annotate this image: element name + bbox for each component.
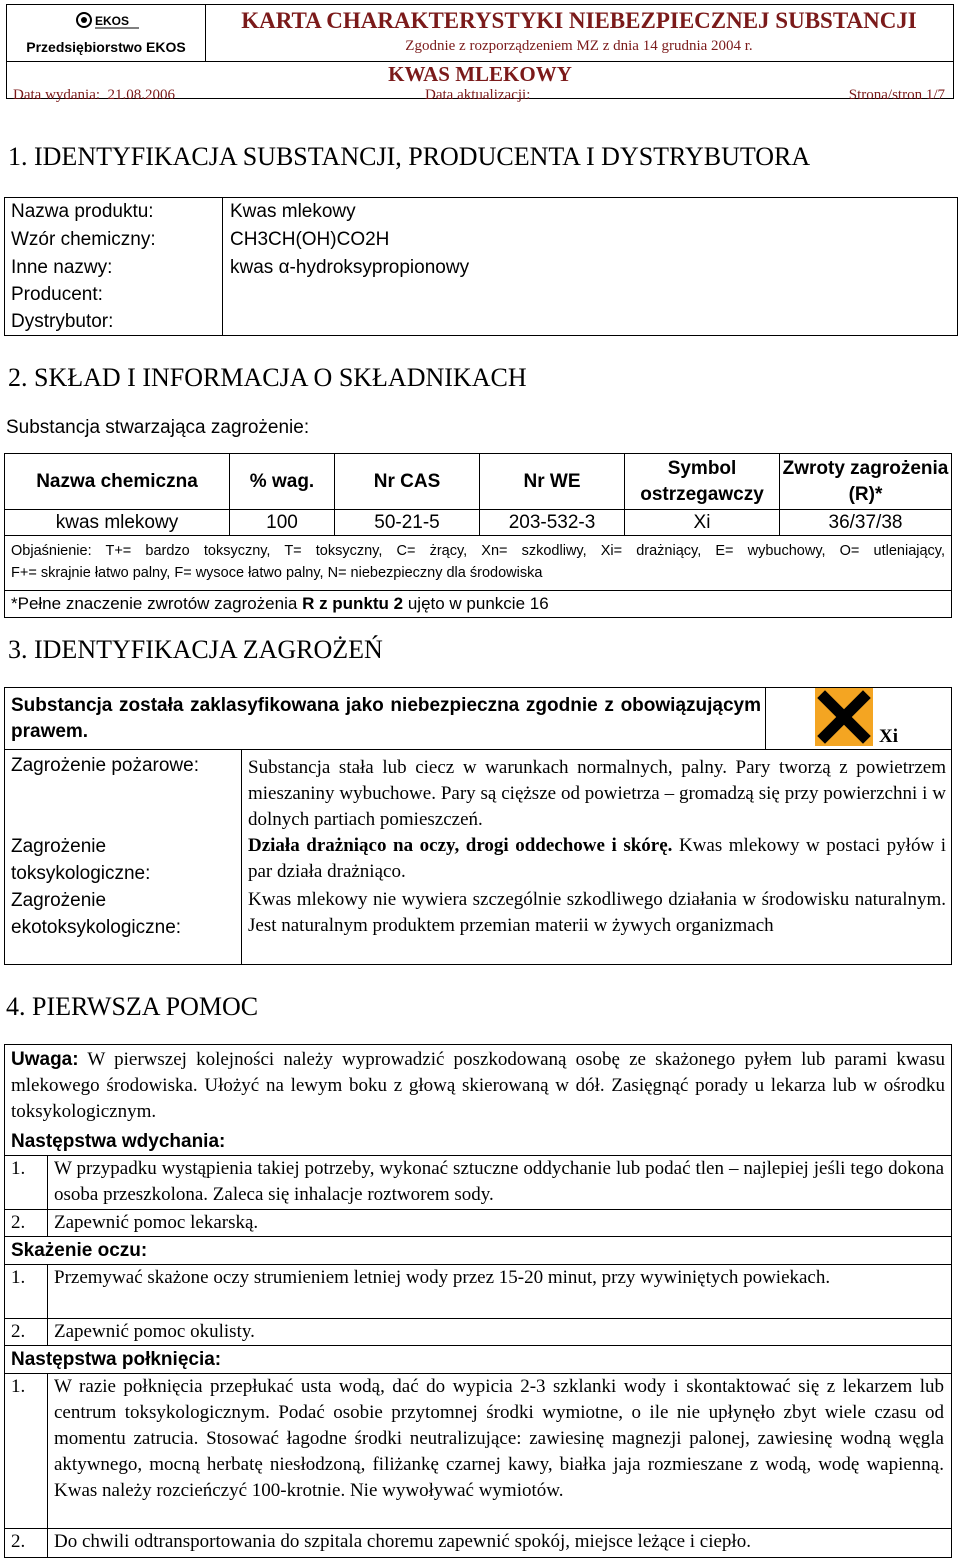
- number-divider: [47, 1155, 48, 1209]
- value-other-names: kwas α-hydroksypropionowy: [230, 257, 470, 278]
- cell-chemical-name: kwas mlekowy: [5, 510, 230, 536]
- first-aid-warning: [11, 1047, 945, 1125]
- section2-subtitle: Substancja stwarzająca zagrożenie:: [6, 417, 310, 438]
- item-text: W razie połknięcia przepłukać usta wodą, dać do wypicia 2-3 szklanki wody i skontaktować się z lekarzem lub centrum toksykologicznym. Podać osobie przytomnej środki wymiotne, o ile nie upłynęło zbyt wiele czasu od momentu zatrucia. Stosować łagodne środki neutralizujące: zawiesinę magnezji palonej, zawiesinę wodną węgla aktywnego, mocną herbatę niesłodzoną, filiżankę czarnej kawy, białka jaja rozmieszane z wodą, wodę wapienną. Kwas należy rozcieńczyć 100-krotnie. Nie wywoływać wymiotów.: [54, 1376, 944, 1501]
- col-header-r-phrases: Zwroty zagrożenia (R)*: [780, 454, 952, 510]
- update-date: Data aktualizacji:: [425, 87, 531, 103]
- table-row: [5, 510, 952, 536]
- xi-hazard-symbol: [815, 688, 873, 746]
- document-title: KARTA CHARAKTERYSTYKI NIEBEZPIECZNEJ SUBSTANCJI: [241, 8, 917, 33]
- item-text: W przypadku wystąpienia takiej potrzeby, wykonać sztuczne oddychanie lub podać tlen – najlepiej jeśli tego dokona osoba przeszkolona. Zaleca się inhalacje roztworem sody.: [54, 1158, 944, 1205]
- value-product-name: Kwas mlekowy: [230, 201, 356, 222]
- cell-r-phrases: 36/37/38: [780, 510, 952, 536]
- list-item: [5, 1264, 951, 1318]
- list-item: [5, 1528, 951, 1557]
- identification-labels: [5, 198, 223, 335]
- col-header-cas: Nr CAS: [335, 454, 480, 510]
- label-other-names: Inne nazwy:: [11, 257, 113, 278]
- label-producer: Producent:: [11, 284, 103, 305]
- list-item: [5, 1155, 951, 1209]
- company-logo-cell: [6, 4, 206, 62]
- header-info-row: [6, 62, 954, 103]
- fire-hazard-text: Substancja stała lub ciecz w warunkach normalnych, palny. Pary tworzą z powietrzem mieszaniny wybuchowe. Pary są cięższe od powietrza – gromadzą się przy powierzchni i w dolnych partiach pomieszczeń.: [248, 757, 946, 830]
- item-text: Zapewnić pomoc okulisty.: [54, 1321, 255, 1342]
- item-number: 2.: [11, 1531, 26, 1552]
- item-text: Zapewnić pomoc lekarską.: [54, 1212, 259, 1233]
- cell-symbol: Xi: [625, 510, 780, 536]
- document-subtitle: Zgodnie z rozporządzeniem MZ z dnia 14 grudnia 2004 r.: [405, 38, 753, 54]
- label-product-name: Nazwa produktu:: [11, 201, 154, 222]
- xi-symbol-label: Xi: [879, 726, 898, 747]
- footnote-text: *Pełne znaczenie zwrotów zagrożenia: [11, 594, 303, 613]
- company-logo: [75, 10, 141, 30]
- value-chemical-formula: CH3CH(OH)CO2H: [230, 229, 390, 250]
- item-number: 1.: [11, 1376, 26, 1397]
- footnote-bold: R z punktu 2: [302, 594, 404, 613]
- section4-title: 4. PIERWSZA POMOC: [6, 992, 259, 1021]
- symbol-divider: [765, 688, 766, 749]
- label-chemical-formula: Wzór chemiczny:: [11, 229, 156, 250]
- col-header-chemical-name: Nazwa chemiczna: [5, 454, 230, 510]
- hazard-cross-icon: [815, 688, 873, 746]
- warning-label: Uwaga:: [11, 1049, 79, 1070]
- eco-hazard-text: Kwas mlekowy nie wywiera szczególnie szkodliwego działania w środowisku naturalnym. Jest naturalnym produktem przemian materii w żywych organizmach: [248, 889, 946, 936]
- section2-title: 2. SKŁAD I INFORMACJA O SKŁADNIKACH: [8, 363, 527, 392]
- number-divider: [47, 1264, 48, 1318]
- classification-divider: [5, 749, 951, 750]
- document-header: [6, 4, 954, 103]
- ekos-logo-icon: [75, 10, 141, 30]
- identification-table: [4, 197, 958, 336]
- cell-weight: 100: [230, 510, 335, 536]
- warning-text: W pierwszej kolejności należy wyprowadzić poszkodowaną osobę ze skażonego pyłem lub parami kwasu mlekowego środowiska. Ułożyć na lewym boku z głową skierowaną w dół. Zasięgnąć porady u lekarza lub w ośrodku toksykologicznym.: [11, 1049, 945, 1122]
- section1-title: 1. IDENTYFIKACJA SUBSTANCJI, PRODUCENTA I DYSTRYBUTORA: [8, 142, 811, 171]
- row-divider: [5, 1345, 951, 1346]
- number-divider: [47, 1209, 48, 1236]
- eyes-title: Skażenie oczu:: [11, 1240, 148, 1261]
- number-divider: [47, 1528, 48, 1557]
- list-item: [5, 1318, 951, 1345]
- item-number: 1.: [11, 1267, 26, 1288]
- product-name: KWAS MLEKOWY: [388, 62, 572, 86]
- row-divider: [5, 1236, 951, 1237]
- fire-hazard-label: Zagrożenie pożarowe:: [11, 755, 199, 776]
- tox-hazard-bold: Działa drażniąco na oczy, drogi oddechowe i skórę.: [248, 835, 673, 856]
- eco-hazard-label: Zagrożenie ekotoksykologiczne:: [11, 890, 182, 938]
- col-header-symbol: Symbol ostrzegawczy: [625, 454, 780, 510]
- tox-hazard-label: Zagrożenie toksykologiczne:: [11, 836, 151, 884]
- legend-line-2: F+= skrajnie łatwo palny, F= wysoce łatwo palny, N= niebezpieczny dla środowiska: [11, 565, 543, 581]
- cell-cas: 50-21-5: [335, 510, 480, 536]
- classification-text: Substancja została zaklasyfikowana jako niebezpieczna zgodnie z obowiązującym prawem.: [11, 695, 761, 742]
- footnote-cell: [5, 591, 952, 618]
- number-divider: [47, 1373, 48, 1528]
- item-number: 2.: [11, 1212, 26, 1233]
- item-number: 1.: [11, 1158, 26, 1179]
- hazard-label-divider: [241, 749, 242, 964]
- first-aid-box: [4, 1044, 952, 1558]
- tox-hazard-text: Kwas mlekowy w postaci pyłów i par działa drażniąco.: [248, 835, 946, 882]
- number-divider: [47, 1318, 48, 1345]
- cell-ec: 203-532-3: [480, 510, 625, 536]
- footnote-text-end: ujęto w punkcie 16: [403, 594, 549, 613]
- col-header-weight: % wag.: [230, 454, 335, 510]
- composition-table: [4, 453, 952, 618]
- col-header-ec: Nr WE: [480, 454, 625, 510]
- item-text: Przemywać skażone oczy strumieniem letniej wody przez 15-20 minut, przy wywiniętych powiekach.: [54, 1267, 831, 1288]
- header-title-cell: [206, 4, 954, 62]
- list-item: [5, 1209, 951, 1236]
- section3-title: 3. IDENTYFIKACJA ZAGROŻEŃ: [8, 635, 383, 664]
- logo-text: EKOS: [95, 14, 130, 28]
- item-number: 2.: [11, 1321, 26, 1342]
- issue-date: Data wydania: 21.08.2006: [13, 87, 176, 103]
- page-number: Strona/stron 1/7: [848, 87, 945, 103]
- company-name: Przedsiębiorstwo EKOS: [26, 39, 186, 55]
- label-distributor: Dystrybutor:: [11, 311, 114, 332]
- inhalation-title: Następstwa wdychania:: [11, 1131, 226, 1152]
- legend-line-1: Objaśnienie: T+= bardzo toksyczny, T= toksyczny, C= żrący, Xn= szkodliwy, Xi= drażniący, E= wybuchowy, O= utleniający,: [11, 543, 945, 559]
- hazards-table: [4, 687, 952, 965]
- legend-cell: [5, 536, 952, 591]
- swallow-title: Następstwa połknięcia:: [11, 1349, 222, 1370]
- list-item: [5, 1373, 951, 1528]
- item-text: Do chwili odtransportowania do szpitala choremu zapewnić spokój, miejsce leżące i ciepło.: [54, 1531, 751, 1552]
- tox-hazard-text-block: [248, 833, 946, 885]
